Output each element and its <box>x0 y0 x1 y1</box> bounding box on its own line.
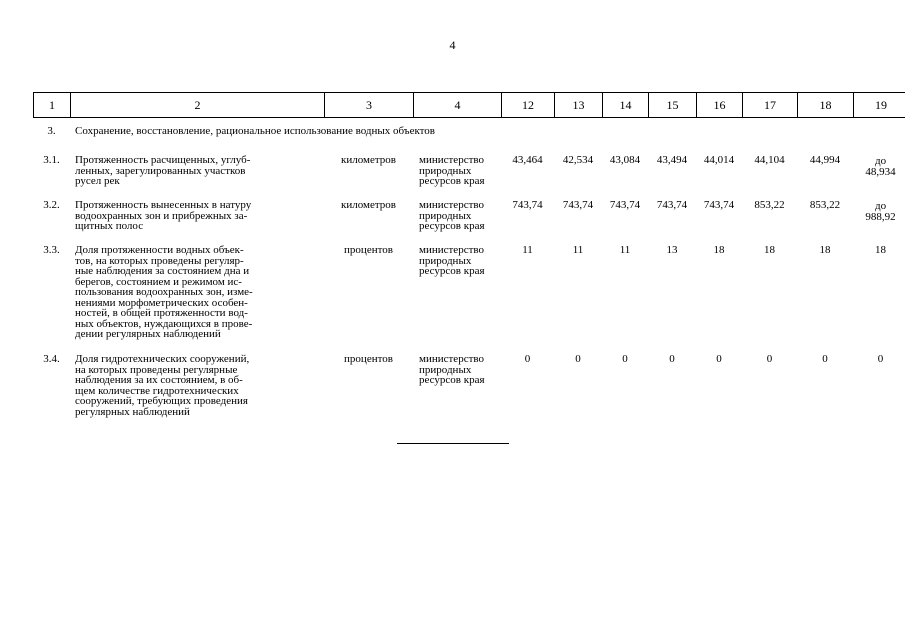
table-row <box>33 191 905 236</box>
row-number: 3.3. <box>43 244 60 256</box>
name-line: ностей, в общей протяженности вод- <box>75 307 248 319</box>
value-cell: 0 <box>716 353 722 365</box>
name-line: щем количестве гидротехнических <box>75 384 239 397</box>
unit: километров <box>341 154 396 166</box>
name-line: Доля гидротехнических сооружений, <box>75 353 250 365</box>
name-line: Доля протяженности водных объек- <box>75 244 244 256</box>
value-cell: 44,994 <box>809 154 841 166</box>
responsible-line: ресурсов края <box>419 265 485 277</box>
value-cell: 42,534 <box>562 154 594 166</box>
value-cell: 853,22 <box>809 199 841 211</box>
name-line: Протяженность расчищенных, углуб- <box>75 154 251 166</box>
target-value <box>853 236 905 343</box>
responsible <box>413 191 501 236</box>
value-cell: 18 <box>764 244 775 256</box>
target-value <box>853 147 905 191</box>
name-line: дении регулярных наблюдений <box>75 328 221 340</box>
header-cell: 13 <box>555 93 603 118</box>
indicator-name <box>70 343 324 420</box>
target-value <box>853 343 905 420</box>
target-line: 18 <box>875 244 887 256</box>
header-cell: 4 <box>414 93 502 118</box>
row-number: 3.2. <box>43 199 60 211</box>
end-divider <box>397 443 509 444</box>
responsible-line: ресурсов края <box>419 175 485 187</box>
responsible-line: ресурсов края <box>419 220 485 232</box>
header-cell: 18 <box>798 93 854 118</box>
responsible-line: министерство <box>419 353 485 365</box>
value-cell: 11 <box>619 244 631 256</box>
table-row <box>33 147 905 191</box>
value-cell: 0 <box>575 353 581 365</box>
responsible <box>413 147 501 191</box>
column-number-header <box>33 92 905 118</box>
header-cell: 3 <box>325 93 414 118</box>
name-line: пользования водоохранных зон, изме- <box>75 286 253 298</box>
page-number: 4 <box>449 38 456 52</box>
name-line: регулярных наблюдений <box>75 405 190 418</box>
header-cell: 15 <box>649 93 697 118</box>
value-cell: 11 <box>572 244 584 256</box>
value-cell: 13 <box>666 244 678 256</box>
responsible-line: ресурсов края <box>419 374 485 386</box>
value-cell: 44,104 <box>754 154 785 166</box>
name-line: ленных, зарегулированных участков <box>75 164 246 177</box>
table-row <box>33 343 905 420</box>
indicator-name <box>70 147 324 191</box>
value-cell: 18 <box>819 244 831 256</box>
target-line: до <box>875 155 887 167</box>
target-value <box>853 191 905 236</box>
responsible <box>413 236 501 343</box>
value-cell: 43,494 <box>656 154 688 166</box>
value-cell: 853,22 <box>754 199 785 211</box>
name-line: щитных полос <box>75 220 144 232</box>
name-line: ные наблюдения за состоянием дна и <box>75 265 250 277</box>
header-cell: 14 <box>603 93 649 118</box>
header-cell: 16 <box>697 93 743 118</box>
name-line: водоохранных зон и прибрежных за- <box>75 209 248 222</box>
responsible-line: министерство <box>419 154 485 166</box>
table-row <box>33 236 905 343</box>
value-cell: 0 <box>822 353 828 365</box>
row-number: 3.4. <box>43 353 60 365</box>
unit: процентов <box>344 244 393 256</box>
value-cell: 0 <box>669 353 675 365</box>
responsible-line: природных <box>419 363 472 376</box>
header-cell: 19 <box>854 93 905 118</box>
name-line: ных объектов, нуждающихся в прове- <box>75 317 253 330</box>
name-line: наблюдения за их состоянием, в об- <box>75 374 243 386</box>
responsible-line: министерство <box>419 244 485 256</box>
value-cell: 0 <box>766 353 773 365</box>
section-title: Сохранение, восстановление, рациональное использование водных объектов <box>75 125 436 137</box>
name-line: русел рек <box>75 175 120 187</box>
section-row <box>33 121 905 147</box>
responsible-line: природных <box>419 164 472 177</box>
header-cell: 1 <box>34 93 71 118</box>
name-line: Протяженность вынесенных в натуру <box>75 199 252 211</box>
value-cell: 0 <box>622 353 628 365</box>
responsible <box>413 343 501 420</box>
unit: километров <box>341 199 396 211</box>
section-number: 3. <box>47 125 56 137</box>
value-cell: 743,74 <box>656 199 688 211</box>
name-line: нениями морфометрических особен- <box>75 296 248 309</box>
target-line: 0 <box>877 353 884 365</box>
value-cell: 743,74 <box>703 199 735 211</box>
name-line: сооружений, требующих проведения <box>75 395 248 407</box>
target-line: 988,92 <box>865 210 896 223</box>
value-cell: 43,084 <box>609 154 641 166</box>
value-cell: 743,74 <box>562 199 594 211</box>
name-line: на которых проведены регулярные <box>75 363 238 376</box>
indicators-table <box>33 121 905 420</box>
value-cell: 18 <box>713 244 725 256</box>
responsible-line: природных <box>419 209 472 222</box>
responsible-line: природных <box>419 254 472 267</box>
value-cell: 743,74 <box>609 199 641 211</box>
responsible-line: министерство <box>419 199 485 211</box>
header-cell: 17 <box>743 93 798 118</box>
indicator-name <box>70 236 324 343</box>
unit: процентов <box>344 353 393 365</box>
value-cell: 43,464 <box>512 154 543 166</box>
name-line: тов, на которых проведены регуляр- <box>75 254 244 267</box>
indicator-name <box>70 191 324 236</box>
name-line: берегов, состоянием и режимом ис- <box>75 275 242 288</box>
value-cell: 11 <box>522 244 533 256</box>
row-number: 3.1. <box>43 154 60 166</box>
target-line: до <box>875 200 887 212</box>
value-cell: 44,014 <box>703 154 735 166</box>
header-cell: 2 <box>71 93 325 118</box>
value-cell: 743,74 <box>512 199 543 211</box>
header-cell: 12 <box>502 93 555 118</box>
target-line: 48,934 <box>865 165 896 178</box>
value-cell: 0 <box>524 353 531 365</box>
